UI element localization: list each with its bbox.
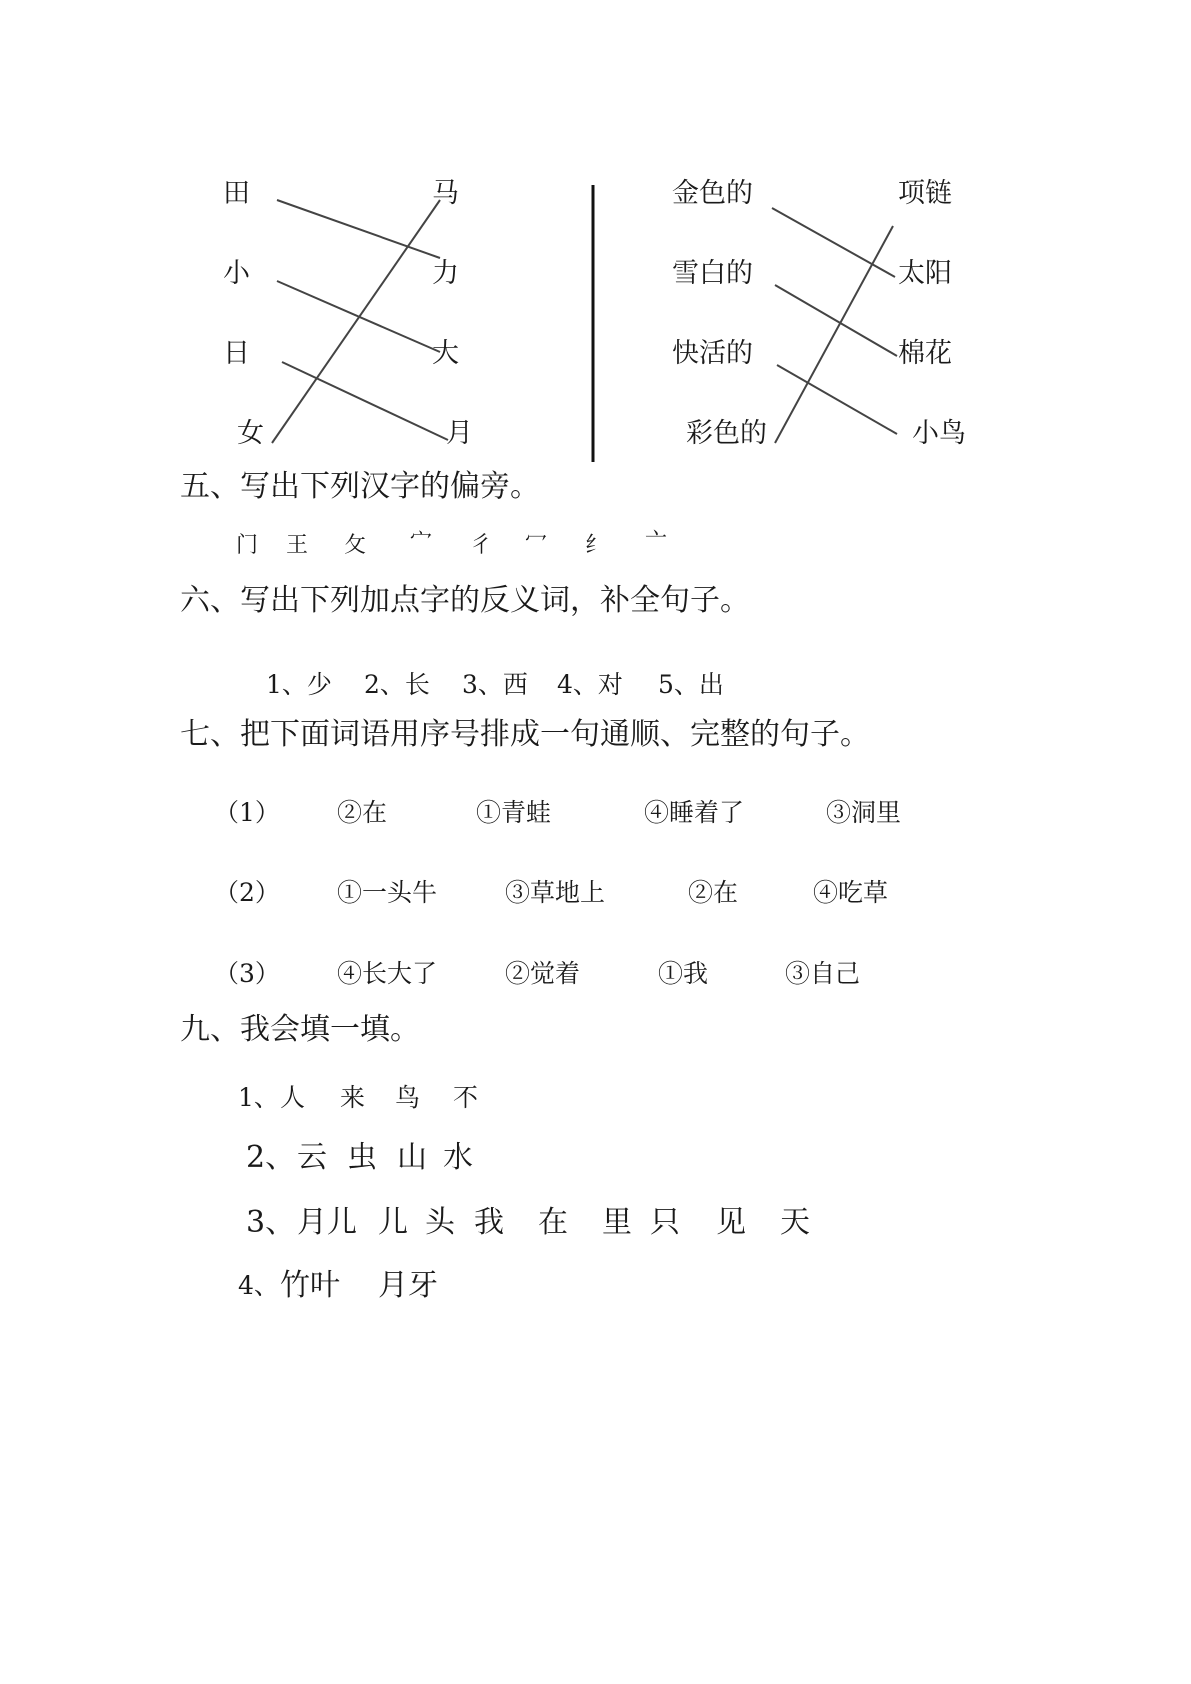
- fill-line-4-num: 4、: [238, 1271, 279, 1300]
- fill-word: 水: [443, 1140, 473, 1175]
- match-line: [777, 365, 897, 434]
- fill-line-2-num: 2、: [246, 1140, 296, 1175]
- match-right-b-3: 小鸟: [912, 418, 966, 449]
- match-right-b-0: 项链: [898, 178, 952, 209]
- fill-line-1-num: 1、: [238, 1083, 279, 1112]
- sentence-row-label: （2）: [214, 878, 280, 907]
- match-line: [277, 200, 440, 258]
- match-left-a-0: 田: [223, 178, 250, 209]
- match-right-a-1: 雪白的: [672, 258, 753, 289]
- fill-word: 不: [453, 1083, 479, 1112]
- radical-4: 彳: [470, 533, 494, 558]
- sentence-row-label: （3）: [214, 959, 280, 988]
- fill-word: 里: [602, 1205, 632, 1240]
- sentence-word: ①青蛙: [476, 798, 552, 827]
- fill-word: 鸟: [395, 1083, 421, 1112]
- fill-word: 虫: [347, 1140, 377, 1175]
- fill-word: 月牙: [378, 1268, 438, 1303]
- antonym-5: 5、出: [658, 670, 724, 699]
- fill-word: 儿: [378, 1205, 408, 1240]
- match-line: [775, 226, 893, 443]
- match-left-b-3: 月: [446, 418, 473, 449]
- sentence-word: ④睡着了: [644, 798, 745, 827]
- match-line: [282, 362, 448, 440]
- radical-2: 攵: [344, 533, 368, 558]
- match-right-b-2: 棉花: [898, 338, 952, 369]
- sentence-word: ④长大了: [337, 959, 438, 988]
- radical-1: 王: [286, 533, 310, 558]
- match-line: [272, 200, 440, 443]
- fill-word: 月儿: [297, 1205, 357, 1240]
- sentence-word: ①一头牛: [337, 878, 438, 907]
- antonym-1: 1、少: [266, 670, 332, 699]
- match-right-a-3: 彩色的: [686, 418, 767, 449]
- fill-word: 头: [425, 1205, 455, 1240]
- match-line: [772, 208, 895, 277]
- match-left-b-2: 大: [432, 338, 459, 369]
- antonym-2: 2、长: [364, 670, 430, 699]
- fill-word: 我: [474, 1205, 504, 1240]
- fill-word: 只: [650, 1205, 680, 1240]
- radical-7: 亠: [645, 529, 669, 554]
- fill-word: 云: [297, 1140, 327, 1175]
- antonym-4: 4、对: [557, 670, 623, 699]
- sentence-word: ②在: [337, 798, 388, 827]
- antonym-3: 3、西: [462, 670, 528, 699]
- radical-5: 冖: [525, 529, 549, 554]
- sentence-word: ③自己: [785, 959, 861, 988]
- section9-title: 九、我会填一填。: [180, 1012, 420, 1047]
- fill-word: 在: [538, 1205, 568, 1240]
- match-right-a-2: 快活的: [672, 338, 753, 369]
- fill-word: 人: [280, 1083, 306, 1112]
- section6-title: 六、写出下列加点字的反义词，补全句子。: [180, 583, 750, 618]
- sentence-row-label: （1）: [214, 798, 280, 827]
- sentence-word: ④吃草: [813, 878, 889, 907]
- match-left-a-2: 日: [223, 338, 250, 369]
- fill-word: 见: [716, 1205, 746, 1240]
- radical-0: 门: [236, 533, 260, 558]
- sentence-word: ②在: [688, 878, 739, 907]
- match-left-a-1: 小: [223, 258, 250, 289]
- match-left-a-3: 女: [237, 418, 264, 449]
- match-left-b-0: 马: [432, 178, 459, 209]
- section7-title: 七、把下面词语用序号排成一句通顺、完整的句子。: [180, 717, 870, 752]
- sentence-word: ②觉着: [505, 959, 581, 988]
- sentence-word: ①我: [658, 959, 709, 988]
- sentence-word: ③洞里: [826, 798, 902, 827]
- match-right-b-1: 太阳: [898, 258, 952, 289]
- radical-6: 纟: [585, 533, 609, 558]
- fill-word: 竹叶: [280, 1268, 340, 1303]
- match-line: [775, 285, 897, 356]
- fill-word: 天: [780, 1205, 810, 1240]
- radical-3: 宀: [410, 529, 434, 554]
- fill-word: 来: [340, 1083, 366, 1112]
- sentence-word: ③草地上: [505, 878, 606, 907]
- match-left-b-1: 力: [432, 258, 459, 289]
- section5-title: 五、写出下列汉字的偏旁。: [180, 469, 540, 504]
- fill-word: 山: [397, 1140, 427, 1175]
- match-right-a-0: 金色的: [672, 178, 753, 209]
- fill-line-3-num: 3、: [246, 1205, 296, 1240]
